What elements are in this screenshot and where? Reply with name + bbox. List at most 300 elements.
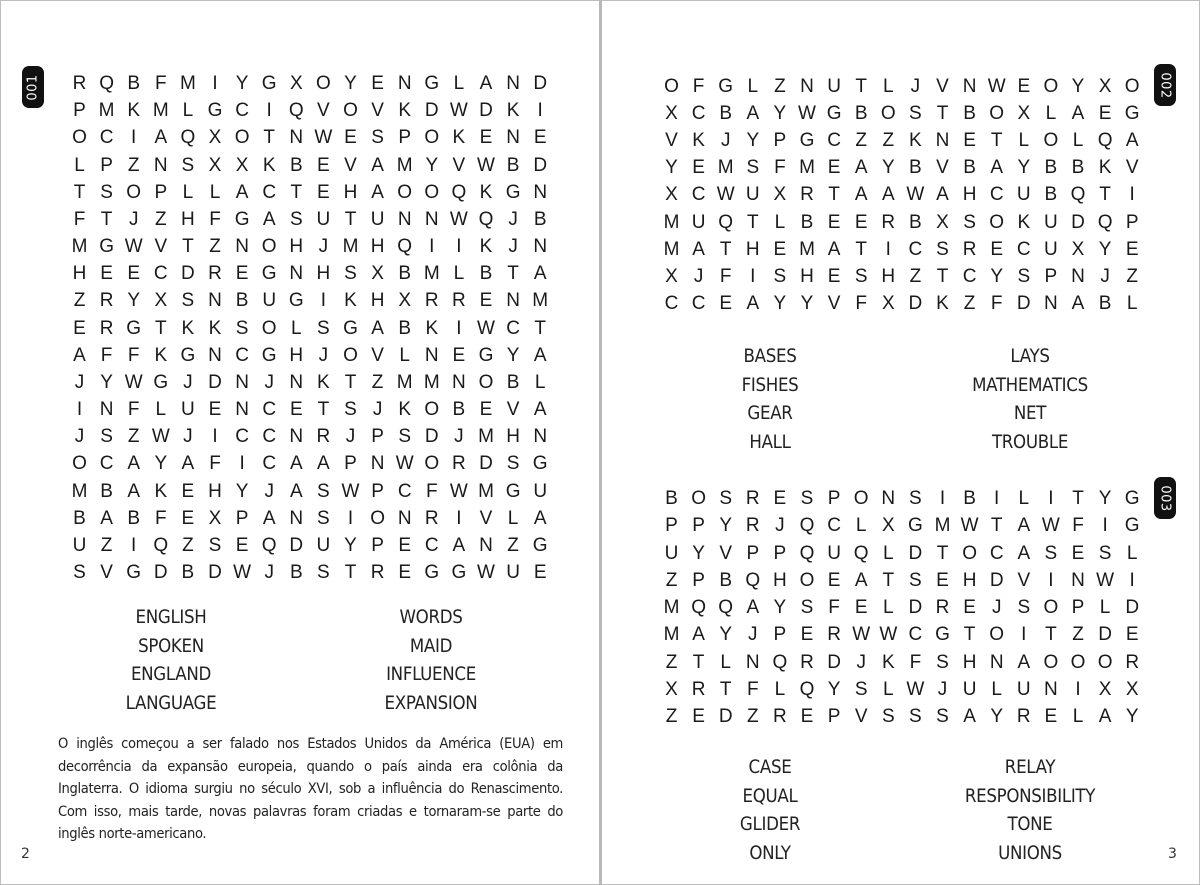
word-list-item: TROUBLE bbox=[991, 431, 1069, 453]
grid-letter: A bbox=[692, 624, 705, 646]
grid-letter: O bbox=[126, 181, 142, 203]
grid-letter: D bbox=[718, 706, 733, 727]
grid-letter: S bbox=[854, 678, 868, 700]
grid-letter: M bbox=[717, 157, 734, 179]
grid-letter: K bbox=[154, 344, 168, 366]
word-list-item: RESPONSIBILITY bbox=[964, 785, 1096, 807]
grid-letter: Y bbox=[773, 103, 787, 125]
grid-letter: S bbox=[800, 488, 814, 509]
grid-letter: I bbox=[1048, 488, 1054, 509]
grid-letter: Y bbox=[665, 157, 678, 179]
grid-letter: O bbox=[234, 127, 250, 149]
grid-letter: G bbox=[1124, 515, 1140, 537]
grid-letter: B bbox=[452, 399, 466, 421]
grid-letter: U bbox=[370, 208, 385, 230]
grid-letter: B bbox=[719, 569, 733, 591]
grid-letter: L bbox=[855, 515, 867, 537]
grid-letter: E bbox=[398, 534, 412, 556]
grid-letter: A bbox=[452, 534, 466, 556]
grid-letter: E bbox=[773, 238, 787, 260]
grid-letter: Q bbox=[180, 127, 196, 149]
grid-letter: Y bbox=[506, 344, 520, 366]
grid-letter: N bbox=[289, 263, 304, 285]
grid-letter: E bbox=[289, 399, 303, 421]
grid-letter: N bbox=[153, 154, 168, 176]
grid-letter: A bbox=[100, 507, 113, 529]
grid-letter: Y bbox=[800, 292, 814, 314]
grid-letter: H bbox=[506, 426, 520, 448]
grid-letter: U bbox=[664, 542, 679, 564]
grid-letter: O bbox=[1070, 651, 1086, 673]
grid-letter: F bbox=[990, 292, 1003, 314]
grid-letter: J bbox=[318, 344, 329, 366]
grid-letter: B bbox=[289, 562, 303, 584]
grid-letter: F bbox=[425, 480, 438, 502]
grid-letter: Z bbox=[100, 534, 113, 556]
grid-letter: T bbox=[154, 317, 167, 339]
grid-letter: N bbox=[208, 344, 222, 366]
grid-letter: E bbox=[479, 399, 493, 421]
grid-letter: F bbox=[100, 344, 113, 366]
grid-letter: X bbox=[665, 184, 678, 206]
grid-letter: Y bbox=[154, 453, 168, 475]
grid-letter: M bbox=[98, 100, 115, 122]
grid-letter: O bbox=[261, 317, 277, 339]
grid-letter: H bbox=[881, 265, 896, 287]
grid-letter: G bbox=[478, 344, 494, 366]
grid-letter: V bbox=[371, 100, 384, 122]
grid-letter: B bbox=[398, 263, 412, 285]
grid-letter: G bbox=[799, 130, 815, 152]
grid-letter: R bbox=[935, 597, 950, 618]
grid-letter: I bbox=[885, 238, 891, 260]
grid-letter: N bbox=[235, 236, 249, 258]
grid-letter: J bbox=[345, 426, 356, 448]
grid-letter: E bbox=[181, 507, 195, 529]
grid-letter: N bbox=[424, 344, 439, 366]
grid-letter: Q bbox=[1097, 130, 1113, 152]
grid-letter: A bbox=[990, 157, 1004, 179]
grid-letter: X bbox=[665, 265, 678, 287]
grid-letter: A bbox=[533, 507, 547, 529]
grid-letter: T bbox=[746, 211, 759, 233]
grid-letter: Q bbox=[397, 236, 413, 258]
grid-letter: C bbox=[1016, 238, 1031, 260]
grid-letter: Q bbox=[99, 73, 114, 94]
grid-letter: N bbox=[800, 76, 814, 97]
grid-letter: G bbox=[99, 236, 114, 258]
grid-letter: A bbox=[827, 238, 841, 260]
grid-letter: E bbox=[719, 292, 733, 314]
grid-letter: A bbox=[963, 706, 976, 727]
puzzle-number-label: 001 bbox=[25, 73, 41, 101]
grid-letter: F bbox=[127, 344, 140, 366]
grid-letter: N bbox=[397, 73, 412, 94]
grid-letter: G bbox=[826, 103, 842, 125]
grid-letter: I bbox=[1075, 678, 1081, 700]
grid-letter: F bbox=[855, 292, 867, 314]
grid-letter: K bbox=[398, 100, 412, 122]
grid-letter: S bbox=[1044, 542, 1058, 564]
grid-letter: O bbox=[478, 371, 494, 393]
grid-letter: T bbox=[100, 208, 113, 230]
grid-letter: Y bbox=[344, 73, 357, 94]
grid-letter: A bbox=[235, 181, 249, 203]
grid-letter: X bbox=[1098, 678, 1112, 700]
grid-letter: H bbox=[343, 181, 358, 203]
grid-letter: E bbox=[235, 263, 249, 285]
grid-letter: W bbox=[987, 76, 1006, 97]
grid-letter: U bbox=[1044, 238, 1058, 260]
grid-letter: C bbox=[989, 542, 1004, 564]
grid-letter: A bbox=[1071, 292, 1085, 314]
grid-letter: J bbox=[74, 426, 85, 448]
grid-letter: L bbox=[1099, 597, 1111, 618]
grid-letter: A bbox=[479, 73, 493, 94]
grid-letter: R bbox=[370, 562, 385, 584]
grid-letter: M bbox=[663, 597, 680, 618]
grid-letter: L bbox=[453, 263, 465, 285]
grid-letter: E bbox=[479, 290, 493, 312]
grid-letter: K bbox=[936, 292, 949, 314]
grid-letter: M bbox=[663, 624, 680, 646]
grid-letter: N bbox=[935, 130, 950, 152]
grid-letter: K bbox=[154, 480, 168, 502]
grid-letter: Y bbox=[344, 534, 357, 556]
word-list-item: ENGLAND bbox=[130, 664, 212, 685]
grid-letter: T bbox=[344, 208, 357, 230]
grid-letter: I bbox=[131, 534, 137, 556]
grid-letter: O bbox=[880, 103, 896, 125]
grid-letter: O bbox=[1043, 76, 1059, 97]
grid-letter: A bbox=[533, 344, 547, 366]
grid-letter: F bbox=[1072, 515, 1084, 537]
grid-letter: E bbox=[800, 706, 814, 727]
grid-letter: G bbox=[532, 534, 548, 556]
book-spine-divider bbox=[599, 0, 602, 885]
word-list-item: CASE bbox=[748, 757, 792, 778]
grid-letter: Q bbox=[288, 100, 304, 122]
grid-letter: S bbox=[317, 317, 330, 339]
grid-letter: I bbox=[1021, 624, 1027, 646]
grid-letter: V bbox=[827, 292, 841, 314]
grid-letter: G bbox=[126, 562, 142, 584]
grid-letter: Q bbox=[451, 181, 467, 203]
grid-letter: P bbox=[154, 181, 168, 203]
grid-letter: P bbox=[235, 507, 249, 529]
grid-letter: O bbox=[989, 103, 1005, 125]
grid-letter: L bbox=[883, 678, 894, 700]
grid-letter: E bbox=[1098, 103, 1112, 125]
grid-letter: B bbox=[719, 103, 733, 125]
grid-letter: B bbox=[963, 488, 976, 509]
grid-letter: Q bbox=[691, 597, 706, 618]
grid-letter: O bbox=[424, 127, 440, 149]
grid-letter: K bbox=[208, 317, 222, 339]
grid-letter: L bbox=[1018, 130, 1030, 152]
grid-letter: Y bbox=[990, 706, 1004, 727]
grid-letter: F bbox=[746, 678, 759, 700]
grid-letter: G bbox=[261, 344, 277, 366]
grid-letter: O bbox=[1043, 130, 1059, 152]
grid-letter: Z bbox=[1126, 265, 1138, 287]
grid-letter: H bbox=[370, 236, 385, 258]
grid-letter: E bbox=[827, 265, 841, 287]
grid-letter: E bbox=[936, 569, 949, 591]
grid-letter: Y bbox=[100, 371, 113, 393]
puzzle-number-label: 002 bbox=[1157, 71, 1173, 99]
grid-letter: Q bbox=[261, 534, 277, 556]
grid-letter: Y bbox=[881, 157, 895, 179]
grid-letter: O bbox=[1124, 76, 1140, 97]
grid-letter: W bbox=[716, 184, 735, 206]
grid-letter: J bbox=[856, 651, 866, 673]
grid-letter: H bbox=[962, 651, 977, 673]
grid-letter: O bbox=[343, 344, 358, 366]
grid-letter: B bbox=[506, 154, 520, 176]
grid-letter: M bbox=[423, 263, 440, 285]
grid-letter: O bbox=[424, 181, 440, 203]
word-list-item: BASES bbox=[743, 346, 797, 367]
grid-letter: N bbox=[506, 290, 520, 312]
grid-letter: S bbox=[371, 127, 384, 149]
grid-letter: S bbox=[100, 181, 113, 203]
grid-letter: E bbox=[317, 181, 330, 203]
grid-letter: I bbox=[131, 127, 137, 149]
grid-letter: S bbox=[909, 706, 922, 727]
word-list-item: WORDS bbox=[399, 607, 463, 628]
grid-letter: R bbox=[827, 624, 841, 646]
grid-letter: I bbox=[347, 507, 354, 529]
grid-letter: K bbox=[506, 100, 520, 122]
grid-letter: A bbox=[533, 399, 547, 421]
grid-letter: O bbox=[664, 76, 679, 97]
grid-letter: R bbox=[881, 211, 896, 233]
grid-letter: M bbox=[71, 480, 88, 502]
grid-letter: G bbox=[451, 562, 467, 584]
grid-letter: C bbox=[424, 534, 439, 556]
grid-letter: R bbox=[424, 507, 439, 529]
grid-letter: N bbox=[506, 73, 520, 94]
grid-letter: K bbox=[479, 236, 493, 258]
grid-letter: T bbox=[534, 317, 546, 339]
grid-letter: H bbox=[289, 344, 304, 366]
grid-letter: J bbox=[508, 236, 518, 258]
grid-letter: S bbox=[398, 426, 412, 448]
grid-letter: R bbox=[691, 678, 706, 700]
grid-letter: E bbox=[692, 157, 705, 179]
grid-letter: U bbox=[316, 534, 331, 556]
grid-letter: N bbox=[289, 426, 304, 448]
puzzle-number-label: 003 bbox=[1157, 484, 1173, 512]
grid-letter: U bbox=[533, 480, 548, 502]
grid-letter: P bbox=[665, 515, 678, 537]
grid-letter: P bbox=[344, 453, 357, 475]
grid-letter: A bbox=[262, 208, 276, 230]
grid-letter: R bbox=[800, 184, 814, 206]
grid-letter: E bbox=[773, 488, 787, 509]
grid-letter: R bbox=[745, 515, 760, 537]
grid-letter: T bbox=[344, 562, 357, 584]
grid-letter: P bbox=[73, 100, 86, 122]
grid-letter: X bbox=[936, 211, 949, 233]
grid-letter: J bbox=[264, 480, 274, 502]
grid-letter: J bbox=[183, 426, 193, 448]
grid-letter: M bbox=[478, 426, 494, 448]
grid-letter: O bbox=[261, 236, 277, 258]
word-list-item: NET bbox=[1013, 403, 1047, 424]
grid-letter: B bbox=[533, 208, 547, 230]
grid-letter: E bbox=[854, 211, 868, 233]
grid-letter: J bbox=[748, 624, 758, 646]
grid-letter: B bbox=[800, 211, 814, 233]
grid-letter: P bbox=[773, 624, 787, 646]
grid-letter: H bbox=[289, 236, 304, 258]
grid-letter: A bbox=[1098, 706, 1112, 727]
grid-letter: Q bbox=[772, 651, 788, 673]
grid-letter: C bbox=[664, 292, 679, 314]
grid-letter: Z bbox=[855, 130, 867, 152]
grid-letter: M bbox=[342, 236, 359, 258]
grid-letter: R bbox=[72, 73, 87, 94]
grid-letter: C bbox=[827, 515, 841, 537]
grid-letter: Q bbox=[745, 569, 761, 591]
grid-letter: M bbox=[799, 238, 815, 260]
grid-letter: L bbox=[399, 344, 410, 366]
grid-letter: T bbox=[936, 542, 949, 564]
grid-letter: T bbox=[855, 238, 867, 260]
grid-letter: M bbox=[423, 371, 440, 393]
grid-letter: A bbox=[936, 184, 949, 206]
grid-letter: C bbox=[691, 103, 706, 125]
grid-letter: W bbox=[477, 154, 495, 176]
grid-letter: Q bbox=[478, 208, 494, 230]
grid-letter: U bbox=[1016, 184, 1031, 206]
grid-letter: A bbox=[289, 453, 303, 475]
grid-letter: K bbox=[1017, 211, 1031, 233]
grid-letter: S bbox=[881, 706, 895, 727]
grid-letter: H bbox=[316, 263, 331, 285]
grid-letter: P bbox=[398, 127, 412, 149]
word-list-item: GLIDER bbox=[739, 814, 801, 835]
grid-letter: E bbox=[452, 344, 466, 366]
grid-letter: Y bbox=[1017, 157, 1031, 179]
grid-letter: S bbox=[317, 562, 330, 584]
grid-letter: G bbox=[1124, 103, 1140, 125]
grid-letter: T bbox=[855, 76, 867, 97]
grid-letter: T bbox=[1099, 184, 1111, 206]
grid-letter: A bbox=[1125, 130, 1139, 152]
grid-letter: A bbox=[371, 317, 384, 339]
grid-letter: A bbox=[371, 181, 384, 203]
grid-letter: T bbox=[936, 103, 949, 125]
grid-letter: L bbox=[774, 678, 786, 700]
grid-letter: X bbox=[881, 515, 895, 537]
grid-letter: S bbox=[936, 651, 949, 673]
grid-letter: W bbox=[151, 426, 170, 448]
grid-letter: M bbox=[532, 290, 549, 312]
grid-letter: P bbox=[371, 534, 384, 556]
grid-letter: J bbox=[508, 208, 518, 230]
grid-letter: X bbox=[154, 290, 168, 312]
grid-letter: E bbox=[827, 569, 841, 591]
grid-letter: W bbox=[341, 480, 360, 502]
grid-letter: T bbox=[290, 181, 303, 203]
grid-letter: G bbox=[153, 371, 169, 393]
grid-letter: L bbox=[774, 211, 786, 233]
grid-letter: H bbox=[745, 238, 760, 260]
grid-letter: M bbox=[71, 236, 88, 258]
grid-letter: D bbox=[1125, 597, 1140, 618]
grid-letter: L bbox=[453, 73, 465, 94]
grid-letter: G bbox=[343, 317, 358, 339]
grid-letter: A bbox=[1017, 651, 1031, 673]
grid-letter: Y bbox=[746, 130, 760, 152]
grid-letter: O bbox=[989, 624, 1005, 646]
grid-letter: H bbox=[773, 569, 787, 591]
grid-letter: C bbox=[506, 317, 520, 339]
grid-letter: U bbox=[827, 542, 841, 564]
grid-letter: I bbox=[320, 290, 327, 312]
grid-letter: A bbox=[262, 507, 276, 529]
grid-letter: L bbox=[74, 154, 85, 176]
grid-letter: C bbox=[908, 238, 923, 260]
grid-letter: W bbox=[852, 624, 871, 646]
grid-letter: L bbox=[1072, 130, 1084, 152]
grid-letter: X bbox=[208, 154, 222, 176]
grid-letter: S bbox=[854, 265, 868, 287]
word-list-item: LANGUAGE bbox=[125, 692, 217, 714]
grid-letter: G bbox=[424, 73, 440, 94]
grid-letter: O bbox=[1043, 597, 1059, 618]
grid-letter: T bbox=[344, 371, 357, 393]
grid-letter: M bbox=[663, 238, 680, 260]
grid-letter: N bbox=[99, 399, 114, 421]
grid-letter: G bbox=[207, 100, 223, 122]
grid-letter: A bbox=[1017, 515, 1031, 537]
grid-letter: P bbox=[371, 480, 384, 502]
grid-letter: E bbox=[827, 157, 841, 179]
grid-letter: L bbox=[209, 181, 221, 203]
grid-letter: W bbox=[906, 678, 925, 700]
grid-letter: N bbox=[479, 534, 493, 556]
grid-letter: K bbox=[262, 154, 276, 176]
word-list-item: TONE bbox=[1007, 814, 1053, 835]
info-paragraph: O inglês começou a ser falado nos Estados Unidos da América (EUA) em decorrência da expansão europeia, quando o país ainda era colônia da Inglaterra. O idioma surgiu no século XVI, sob a influência do Renascimento. Com isso, mais tarde, novas palavras foram criadas e tornaram-se parte do inglês norte-americano. bbox=[58, 735, 563, 842]
word-list-item: RELAY bbox=[1004, 757, 1056, 778]
grid-letter: R bbox=[962, 238, 977, 260]
grid-letter: F bbox=[154, 73, 167, 94]
grid-letter: W bbox=[449, 208, 468, 230]
grid-letter: D bbox=[424, 426, 439, 448]
grid-letter: U bbox=[262, 290, 277, 312]
grid-letter: X bbox=[665, 103, 678, 125]
grid-letter: N bbox=[397, 208, 412, 230]
grid-letter: E bbox=[692, 706, 705, 727]
grid-letter: E bbox=[479, 127, 493, 149]
grid-letter: K bbox=[452, 127, 466, 149]
grid-letter: R bbox=[99, 317, 114, 339]
grid-letter: N bbox=[235, 371, 249, 393]
grid-letter: E bbox=[127, 263, 141, 285]
grid-letter: U bbox=[1044, 211, 1058, 233]
grid-letter: Z bbox=[127, 154, 140, 176]
grid-letter: O bbox=[316, 73, 331, 94]
grid-letter: S bbox=[773, 265, 787, 287]
grid-letter: B bbox=[398, 317, 412, 339]
grid-letter: N bbox=[208, 290, 222, 312]
grid-letter: B bbox=[1098, 292, 1112, 314]
